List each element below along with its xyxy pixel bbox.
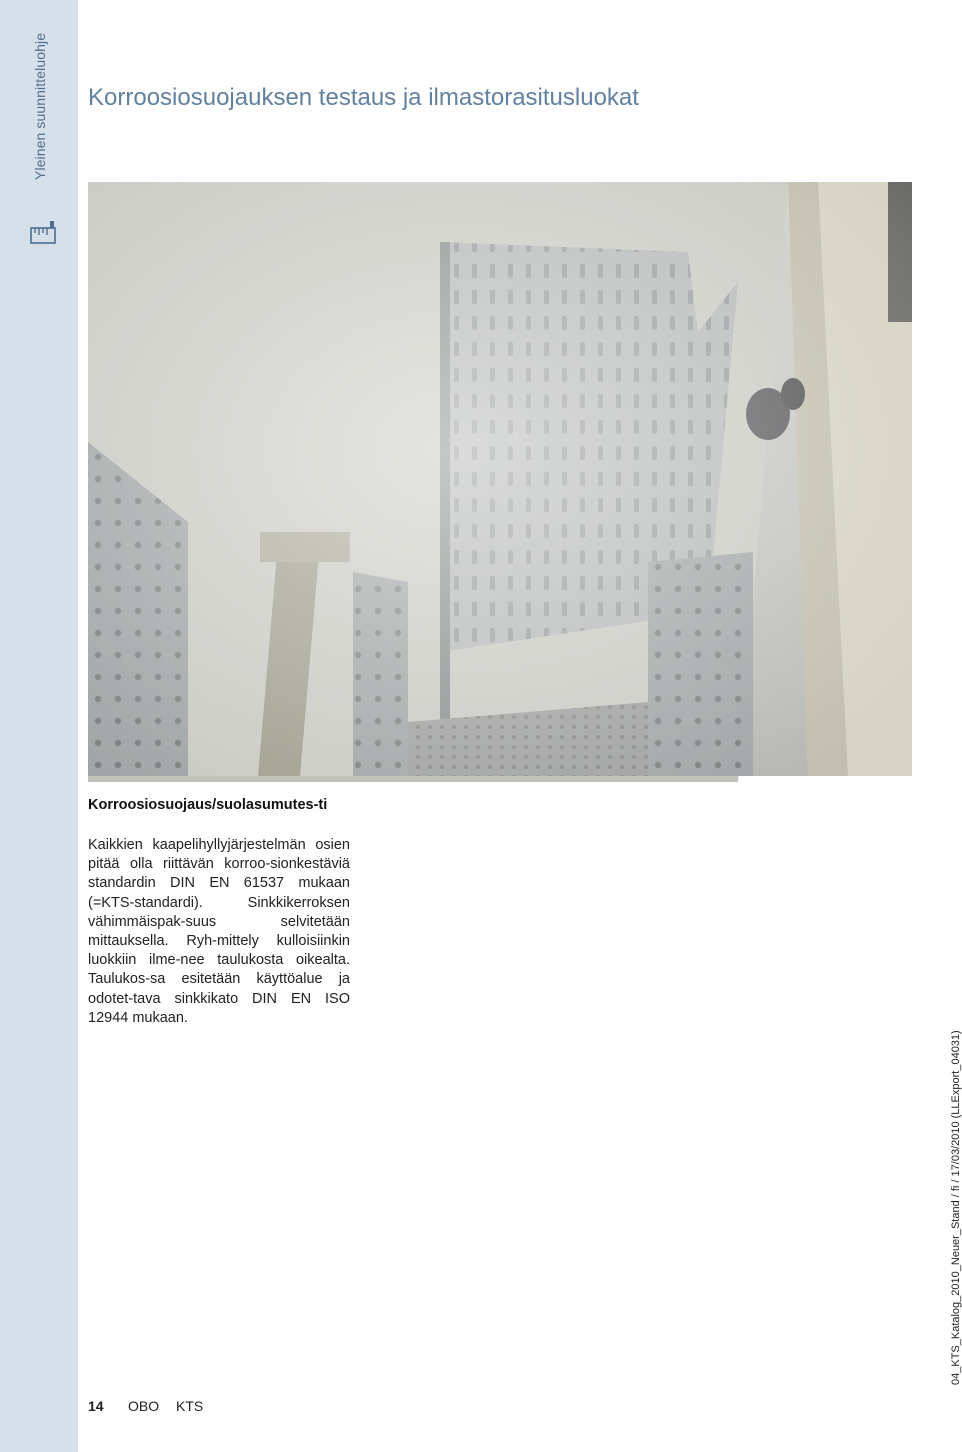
ruler-measure-icon — [30, 220, 56, 244]
sidebar — [0, 0, 78, 1452]
salt-spray-test-photo — [88, 182, 912, 776]
footer-product: KTS — [176, 1398, 204, 1414]
page-title: Korroosiosuojauksen testaus ja ilmastorasitusluokat — [88, 84, 639, 111]
footer-brand: OBO — [128, 1398, 160, 1414]
catalog-reference: 04_KTS_Katalog_2010_Neuer_Stand / fi / 17/03/2010 (LLExport_04031) — [950, 1030, 962, 1385]
section-heading: Korroosiosuojaus/suolasumutes-ti — [88, 797, 328, 813]
page-number: 14 — [88, 1398, 104, 1414]
sidebar-section-label: Yleinen suunnitteluohje — [32, 32, 48, 180]
body-paragraph: Kaikkien kaapelihyllyjärjestelmän osien pitää olla riittävän korroo-sionkestäviä standardin DIN EN 61537 mukaan (=KTS-standardi). Sinkkikerroksen vähimmäispak-suus selvitetään mittauksella. Ryh-mittely kulloisiinkin luokkiin ilme-nee taulukosta oikealta. Taulukos-sa esitetään käyttöalue ja odotet-tava sinkkikato DIN EN ISO 12944 mukaan. — [88, 837, 350, 1026]
